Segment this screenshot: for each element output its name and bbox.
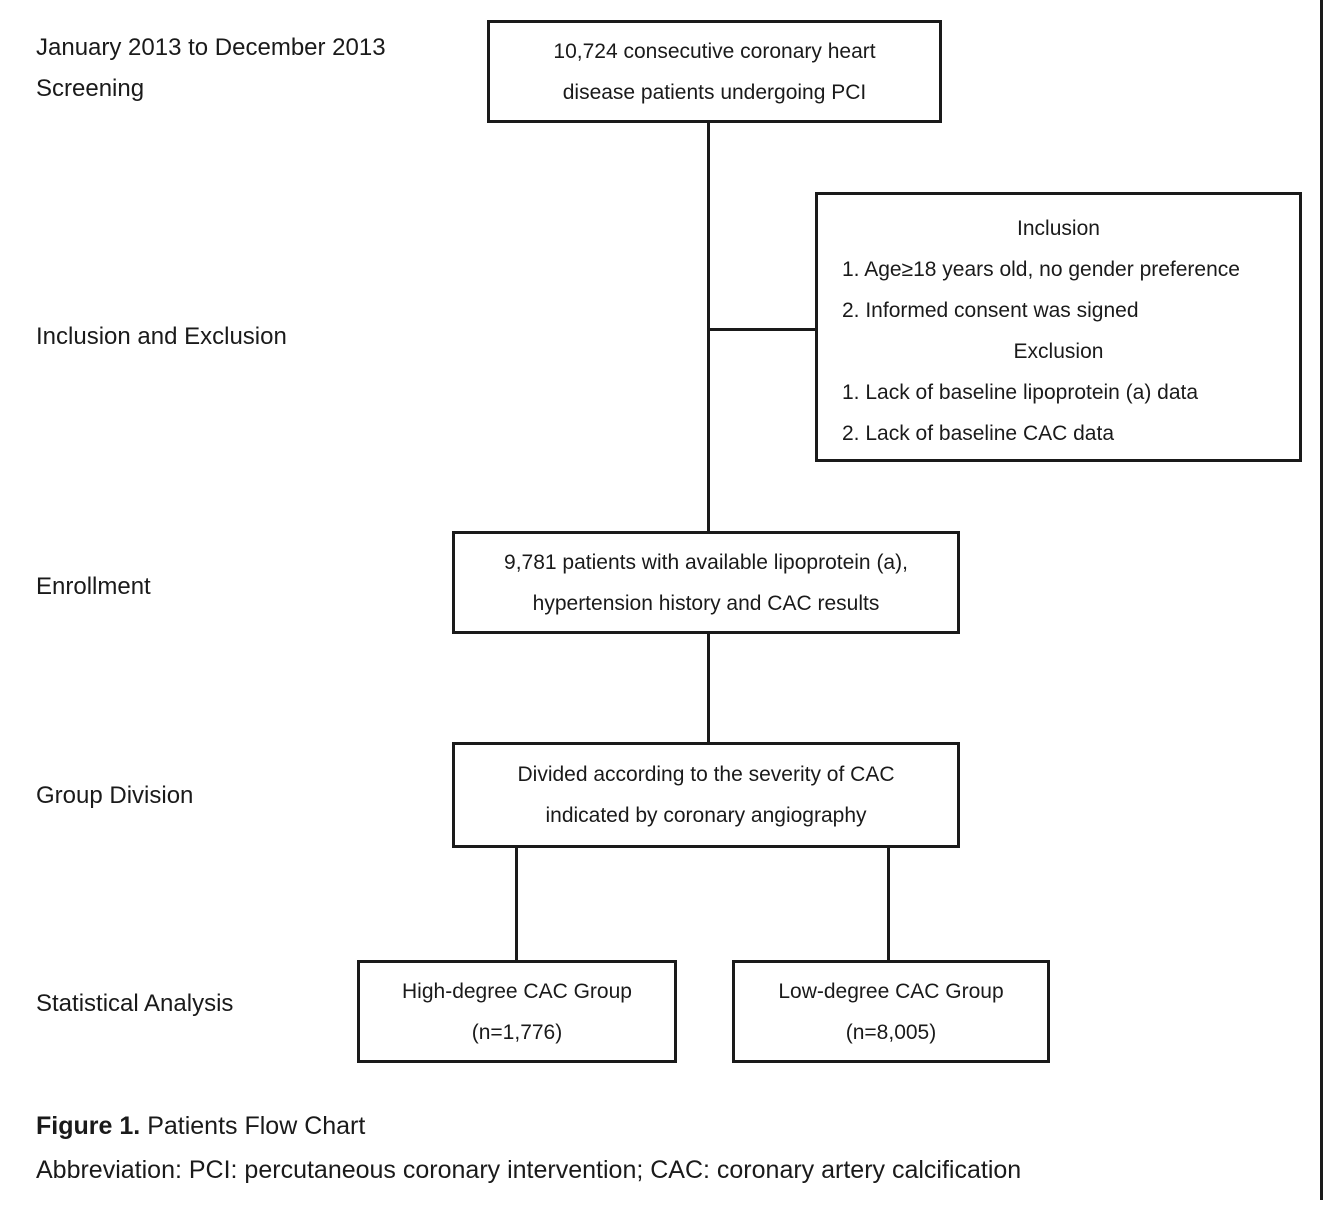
low-cac-group-box	[732, 960, 1050, 1063]
group-division-box	[452, 742, 960, 848]
enrollment-box-line2: hypertension history and CAC results	[532, 591, 880, 615]
stage-label-group-division: Group Division	[36, 782, 194, 809]
group-division-box-line1: Divided according to the severity of CAC	[517, 763, 895, 786]
high-cac-group-box	[357, 960, 677, 1063]
exclusion-item-1: 1. Lack of baseline lipoprotein (a) data	[842, 381, 1199, 404]
high-cac-group-n: (n=1,776)	[471, 1020, 563, 1044]
inclusion-heading: Inclusion	[1017, 217, 1100, 240]
stage-label-screening-text: Screening	[36, 75, 145, 102]
screening-box-line2: disease patients undergoing PCI	[562, 80, 867, 104]
stage-label-statistical-analysis: Statistical Analysis	[36, 990, 234, 1017]
low-cac-group-name: Low-degree CAC Group	[778, 979, 1004, 1003]
figure-abbreviation-line: Abbreviation: PCI: percutaneous coronary intervention; CAC: coronary artery calcification	[36, 1156, 1022, 1184]
stage-label-screening	[36, 27, 386, 109]
stage-label-enrollment: Enrollment	[36, 573, 151, 600]
inclusion-item-1: 1. Age≥18 years old, no gender preference	[842, 258, 1240, 281]
enrollment-box-line1: 9,781 patients with available lipoprotein (a),	[504, 550, 908, 574]
screening-box-line1: 10,724 consecutive coronary heart	[553, 39, 876, 63]
connector-branch-to-criteria	[709, 328, 815, 331]
connector-division-to-high-cac	[515, 848, 518, 960]
connector-enrollment-to-division	[707, 634, 710, 742]
enrollment-box	[452, 531, 960, 634]
low-cac-group-n: (n=8,005)	[845, 1020, 937, 1044]
high-cac-group-name: High-degree CAC Group	[402, 979, 632, 1003]
group-division-box-line2: indicated by coronary angiography	[545, 804, 867, 827]
figure-title: Patients Flow Chart	[147, 1112, 366, 1140]
connector-division-to-low-cac	[887, 848, 890, 960]
screening-box	[487, 20, 942, 123]
connector-screening-to-enrollment	[707, 123, 710, 531]
inclusion-item-2: 2. Informed consent was signed	[842, 299, 1139, 322]
exclusion-heading: Exclusion	[1013, 340, 1104, 363]
figure-caption	[36, 1106, 1021, 1190]
stage-label-inclusion-exclusion: Inclusion and Exclusion	[36, 323, 287, 350]
stage-label-screening-dates: January 2013 to December 2013	[36, 34, 386, 61]
figure-caption-line1	[36, 1106, 1021, 1146]
figure-number-label: Figure 1.	[36, 1112, 141, 1140]
page-right-rule	[1320, 0, 1323, 1200]
exclusion-item-2: 2. Lack of baseline CAC data	[842, 422, 1114, 445]
criteria-box	[815, 192, 1302, 462]
